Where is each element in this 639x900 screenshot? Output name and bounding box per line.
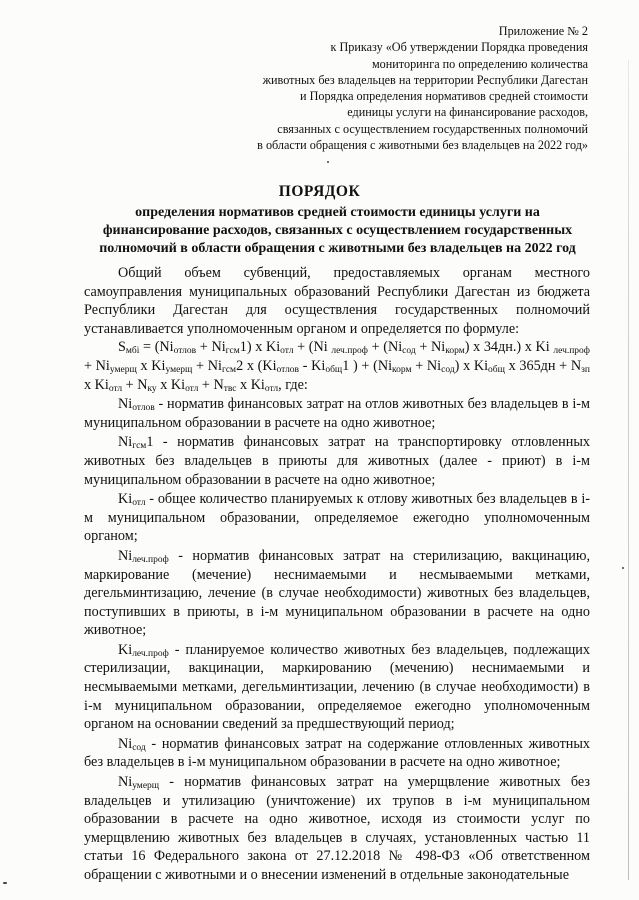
definition-paragraph: $Ni_{умерщ}$ - норматив финансовых затрат на умерщвление животных без владельцев и утилизацию (уничтожение) их трупов в i-м муниципальном образовании в расчете на одно животное, исходя из стоимости услуг по умерщвлению животных без владельцев в случаях, установленных частью 11 статьи 16 Федерального закона от 27.12.2018 № 498-ФЗ «Об ответственном обращении с животными и о внесении изменений в отдельные законодательные <box>84 774 590 883</box>
document-title: ПОРЯДОК <box>278 183 361 200</box>
header-line: и Порядка определения нормативов средней стоимости <box>300 89 588 104</box>
header-line: к Приказу «Об утверждении Порядка проведения <box>330 40 588 55</box>
definition-paragraph: $Ki_{леч.проф}$ - планируемое количество животных без владельцев, подлежащих стерилизации, вакцинации, маркированию (мечению) неснимаемыми и несмываемыми метками, дегельминтизации, лечению (в случае необходимости) в i-м муниципальном образовании, определяемое ежегодно уполномоченным органом на основании сведений за предшествующий период; <box>84 641 590 733</box>
scan-speck <box>3 882 7 884</box>
document-subtitle: определения нормативов средней стоимости единицы услуги на финансирование расходов, связанных с осуществлением государственных полномочий в области обращения с животными без владельцев на 2022 год <box>99 205 576 256</box>
header-line: Приложение № 2 <box>498 24 588 38</box>
definition-paragraph: $Ni_{гсм}1$ - норматив финансовых затрат на транспортировку отловленных животных без владельцев в приюты для животных (далее - приют) в i-м муниципальном образовании в расчете на одно животное; <box>84 434 590 488</box>
header-line: животных без владельцев на территории Республики Дагестан <box>262 72 588 87</box>
appendix-header <box>168 23 588 153</box>
scan-speck <box>622 567 624 569</box>
definition-paragraph: $Ni_{леч.проф}$ - норматив финансовых затрат на стерилизацию, вакцинацию, маркирование (мечение) неснимаемыми и несмываемыми метками, дегельминтизацию, лечение (в случае необходимости) животных без владельцев, поступивших в приюты, в i-м муниципальном образовании в расчете на одно животное; <box>84 547 590 639</box>
definition-paragraph: $Ki_{отл}$ - общее количество планируемых к отлову животных без владельцев в i-м муниципальном образовании, определяемое ежегодно уполномоченным органом; <box>84 491 590 545</box>
intro-paragraph: Общий объем субвенций, предоставляемых органам местного самоуправления муниципальных образований Республики Дагестан из бюджета Республики Дагестан для осуществления государственных полномочий устанавливается уполномоченным органом и определяется по формуле: <box>84 265 590 337</box>
header-line: в области обращения с животными без владельцев на 2022 год» <box>257 138 588 153</box>
definition-paragraph: $Ni_{отлов}$ - норматив финансовых затрат на отлов животных без владельцев в i-м муниципальном образовании в расчете на одно животное; <box>84 396 590 431</box>
header-line: связанных с осуществлением государственных полномочий <box>277 121 588 136</box>
scan-speck <box>327 161 329 163</box>
header-line: мониторинга по определению количества <box>371 56 588 71</box>
header-line: единицы услуги на финансирование расходов, <box>347 105 588 120</box>
formula: $S_{мбi} = (Ni_{отлов} + Ni_{гсм}1)$ x $Ki_{отл} + (Ni$ $_{леч.проф} + (Ni_{сод} + Ni_{корм})$ x 34дн.) x Ki $_{леч.проф} + Ni_{умерщ}$ x $Ki_{умерщ} + Ni_{гсм}2$ x ($Ki_{отлов} - Ki_{общ}1$ ) + $(Ni_{корм} + Ni_{сод})$ x $Ki_{общ}$ x $365дн + N_{зп}$ x $Ki_{отл} + N_{ку}$ x $Ki_{отл} + N_{твс}$ x $Ki_{отл}$, где: <box>84 339 590 394</box>
definition-paragraph: $Ni_{сод}$ - норматив финансовых затрат на содержание отловленных животных без владельцев в i-м муниципальном образовании в расчете на одно животное; <box>84 735 590 771</box>
document-body <box>84 264 590 885</box>
